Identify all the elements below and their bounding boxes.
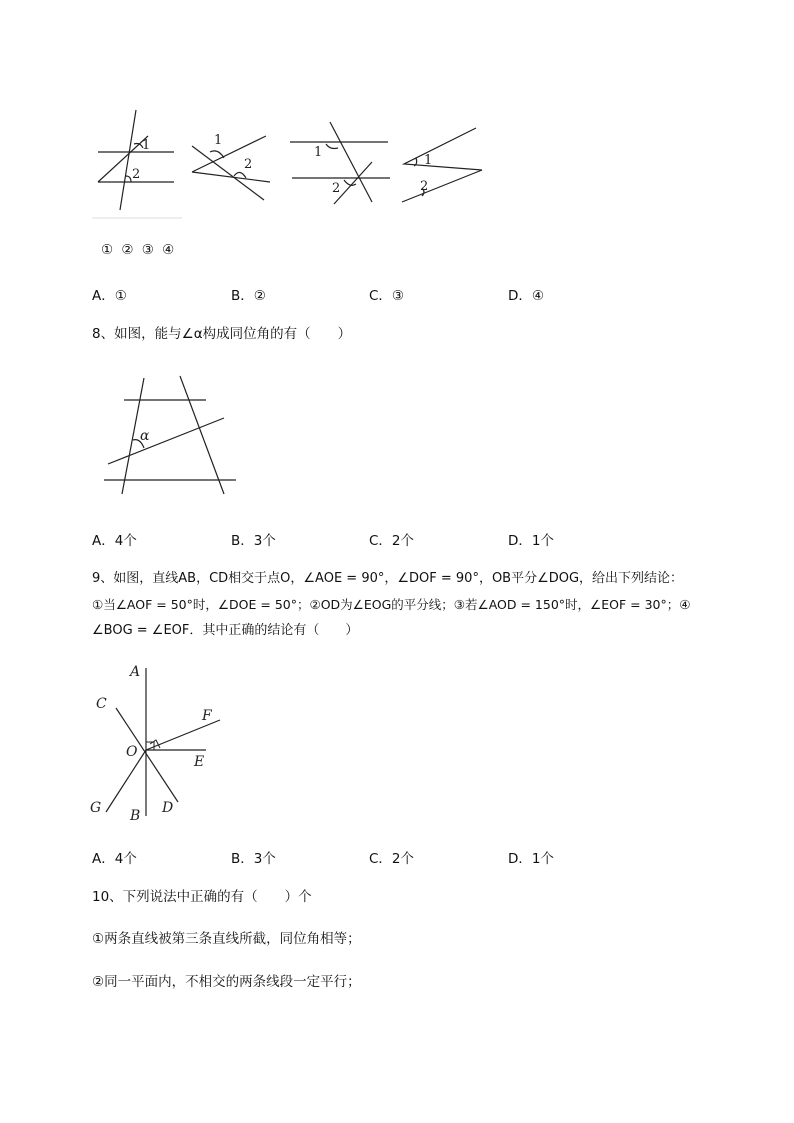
q8-option-b[interactable]: B．3个 xyxy=(231,533,276,549)
q9-point-e: E xyxy=(194,754,205,770)
q8-stem: 8、如图，能与∠α构成同位角的有（ ） xyxy=(92,326,352,342)
q7-option-a[interactable]: A．① xyxy=(92,288,127,304)
q10-statement-2: ②同一平面内，不相交的两条线段一定平行； xyxy=(92,974,361,990)
q7-figure-3 xyxy=(286,116,394,206)
q7-option-c[interactable]: C．③ xyxy=(369,288,405,304)
q9-point-o: O xyxy=(126,744,138,760)
q7-figure-2 xyxy=(188,128,273,206)
q7-figure-caption: ① ② ③ ④ xyxy=(101,242,177,258)
q9-stem-line-2: ①当∠AOF = 50°时，∠DOE = 50°；②OD为∠EOG的平分线；③若∠AOD = 150°时，∠EOF = 30°；④ xyxy=(92,597,691,612)
q9-point-c: C xyxy=(96,696,107,712)
q9-point-d: D xyxy=(162,800,174,816)
q8-option-d[interactable]: D．1个 xyxy=(508,533,554,549)
q9-option-b[interactable]: B．3个 xyxy=(231,851,276,867)
q7-fig4-angle-2: 2 xyxy=(420,179,429,194)
q7-figure-1 xyxy=(90,100,190,225)
q9-figure xyxy=(86,660,236,828)
q7-fig3-angle-1: 1 xyxy=(314,145,323,160)
q7-fig2-angle-1: 1 xyxy=(214,133,223,148)
q9-point-a: A xyxy=(130,664,141,680)
q7-fig3-angle-2: 2 xyxy=(332,181,341,196)
q7-fig4-angle-1: 1 xyxy=(424,153,433,168)
q9-stem-line-1: 9、如图，直线AB，CD相交于点O，∠AOE = 90°，∠DOF = 90°，OB平分∠DOG，给出下列结论： xyxy=(92,571,684,586)
q9-option-d[interactable]: D．1个 xyxy=(508,851,554,867)
q7-option-d[interactable]: D．④ xyxy=(508,288,544,304)
q7-fig1-angle-2: 2 xyxy=(132,167,141,182)
q8-option-c[interactable]: C．2个 xyxy=(369,533,415,549)
q9-option-c[interactable]: C．2个 xyxy=(369,851,415,867)
q7-option-b[interactable]: B．② xyxy=(231,288,266,304)
q9-option-a[interactable]: A．4个 xyxy=(92,851,137,867)
q8-option-a[interactable]: A．4个 xyxy=(92,533,137,549)
q9-point-f: F xyxy=(202,708,212,724)
q9-stem-line-3: ∠BOG = ∠EOF．其中正确的结论有（ ） xyxy=(92,623,359,638)
q8-angle-alpha: α xyxy=(140,428,150,444)
q8-figure xyxy=(100,372,240,497)
q7-fig1-angle-1: 1 xyxy=(142,138,151,153)
q10-stem: 10、下列说法中正确的有（ ）个 xyxy=(92,889,312,905)
q7-figure-4 xyxy=(396,122,488,206)
q10-statement-1: ①两条直线被第三条直线所截，同位角相等； xyxy=(92,931,361,947)
q7-fig2-angle-2: 2 xyxy=(244,157,253,172)
q9-point-b: B xyxy=(130,808,141,824)
q9-point-g: G xyxy=(90,800,102,816)
